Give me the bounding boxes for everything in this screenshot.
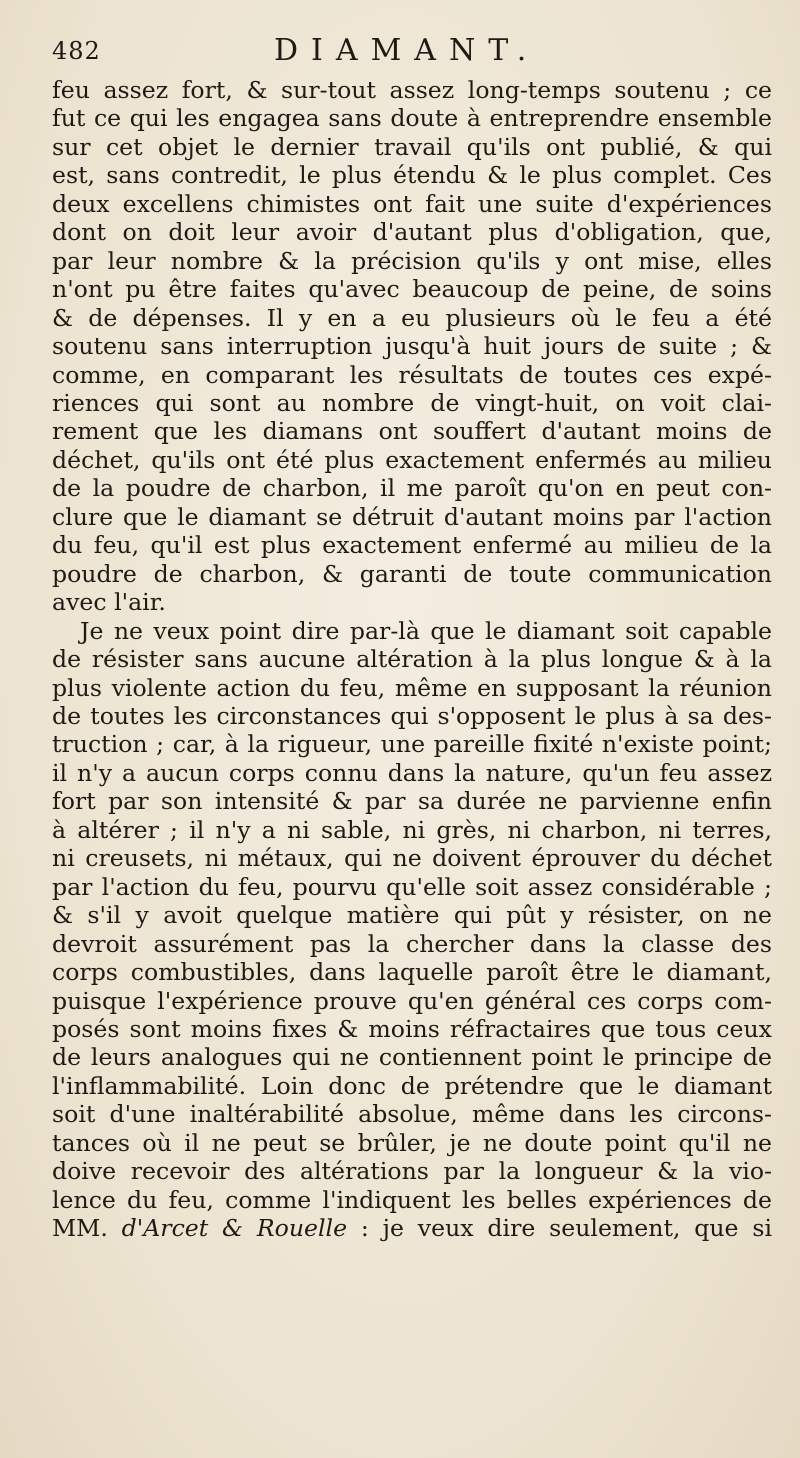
- text-line: rement que les diamans ont souffert d'autant moins de: [52, 417, 772, 446]
- text-line: soit d'une inaltérabilité absolue, même dans les circons-: [52, 1100, 772, 1129]
- text-line: fort par son intensité & par sa durée ne parvienne enfin: [52, 787, 772, 816]
- final-line-suffix: : je veux dire seulement, que si: [347, 1214, 772, 1243]
- text-line: dont on doit leur avoir d'autant plus d'obligation, que,: [52, 218, 772, 247]
- text-line: & de dépenses. Il y en a eu plusieurs où le feu a été: [52, 303, 772, 332]
- text-line: de résister sans aucune altération à la plus longue & à la: [52, 645, 772, 674]
- body-text: [52, 76, 772, 1243]
- text-line: truction ; car, à la rigueur, une pareille fixité n'existe point;: [52, 730, 772, 759]
- text-line: de leurs analogues qui ne contiennent point le principe de: [52, 1043, 772, 1072]
- text-line: à altérer ; il n'y a ni sable, ni grès, ni charbon, ni terres,: [52, 815, 772, 844]
- text-line: par leur nombre & la précision qu'ils y ont mise, elles: [52, 246, 772, 275]
- text-line: soutenu sans interruption jusqu'à huit jours de suite ; &: [52, 332, 772, 361]
- page-number: 482: [52, 37, 101, 65]
- text-line: avec l'air.: [52, 588, 166, 617]
- text-line: il n'y a aucun corps connu dans la nature, qu'un feu assez: [52, 758, 772, 787]
- text-line: riences qui sont au nombre de vingt-huit, on voit clai-: [52, 388, 772, 417]
- paragraph-1: [52, 76, 772, 617]
- running-title: DIAMANT.: [274, 33, 540, 68]
- text-line: de toutes les circonstances qui s'opposent le plus à sa des-: [52, 701, 772, 730]
- text-line: par l'action du feu, pourvu qu'elle soit assez considérable ;: [52, 872, 772, 901]
- final-text-line: [52, 1214, 772, 1242]
- page-header: [52, 33, 772, 76]
- cited-authors: d'Arcet & Rouelle: [121, 1214, 348, 1243]
- text-line: sur cet objet le dernier travail qu'ils ont publié, & qui: [52, 132, 772, 161]
- text-line: comme, en comparant les résultats de toutes ces expé-: [52, 360, 772, 389]
- text-line: déchet, qu'ils ont été plus exactement enfermés au milieu: [52, 445, 772, 474]
- text-line: poudre de charbon, & garanti de toute communication: [52, 559, 772, 588]
- text-line: fut ce qui les engagea sans doute à entreprendre ensemble: [52, 104, 772, 133]
- text-line: l'inflammabilité. Loin donc de prétendre que le diamant: [52, 1071, 772, 1100]
- final-line-prefix: MM.: [52, 1214, 122, 1243]
- text-line: deux excellens chimistes ont fait une suite d'expériences: [52, 189, 772, 218]
- text-line: ni creusets, ni métaux, qui ne doivent éprouver du déchet: [52, 844, 772, 873]
- text-line: clure que le diamant se détruit d'autant moins par l'action: [52, 502, 772, 531]
- text-line: corps combustibles, dans laquelle paroît être le diamant,: [52, 958, 772, 987]
- text-line: est, sans contredit, le plus étendu & le plus complet. Ces: [52, 161, 772, 190]
- text-line: puisque l'expérience prouve qu'en général ces corps com-: [52, 986, 772, 1015]
- text-line: plus violente action du feu, même en supposant la réunion: [52, 673, 772, 702]
- text-line: & s'il y avoit quelque matière qui pût y résister, on ne: [52, 901, 772, 930]
- text-line: feu assez fort, & sur-tout assez long-temps soutenu ; ce: [52, 76, 772, 104]
- text-line: doive recevoir des altérations par la longueur & la vio-: [52, 1157, 772, 1186]
- text-line: n'ont pu être faites qu'avec beaucoup de peine, de soins: [52, 275, 772, 304]
- text-line: lence du feu, comme l'indiquent les belles expériences de: [52, 1185, 772, 1214]
- text-line: devroit assurément pas la chercher dans la classe des: [52, 929, 772, 958]
- text-line: Je ne veux point dire par-là que le diamant soit capable: [80, 616, 772, 645]
- text-line: de la poudre de charbon, il me paroît qu'on en peut con-: [52, 474, 772, 503]
- text-line: du feu, qu'il est plus exactement enfermé au milieu de la: [52, 531, 772, 560]
- paragraph-2: [52, 617, 772, 1243]
- text-line: tances où il ne peut se brûler, je ne doute point qu'il ne: [52, 1128, 772, 1157]
- text-line: posés sont moins fixes & moins réfractaires que tous ceux: [52, 1014, 772, 1043]
